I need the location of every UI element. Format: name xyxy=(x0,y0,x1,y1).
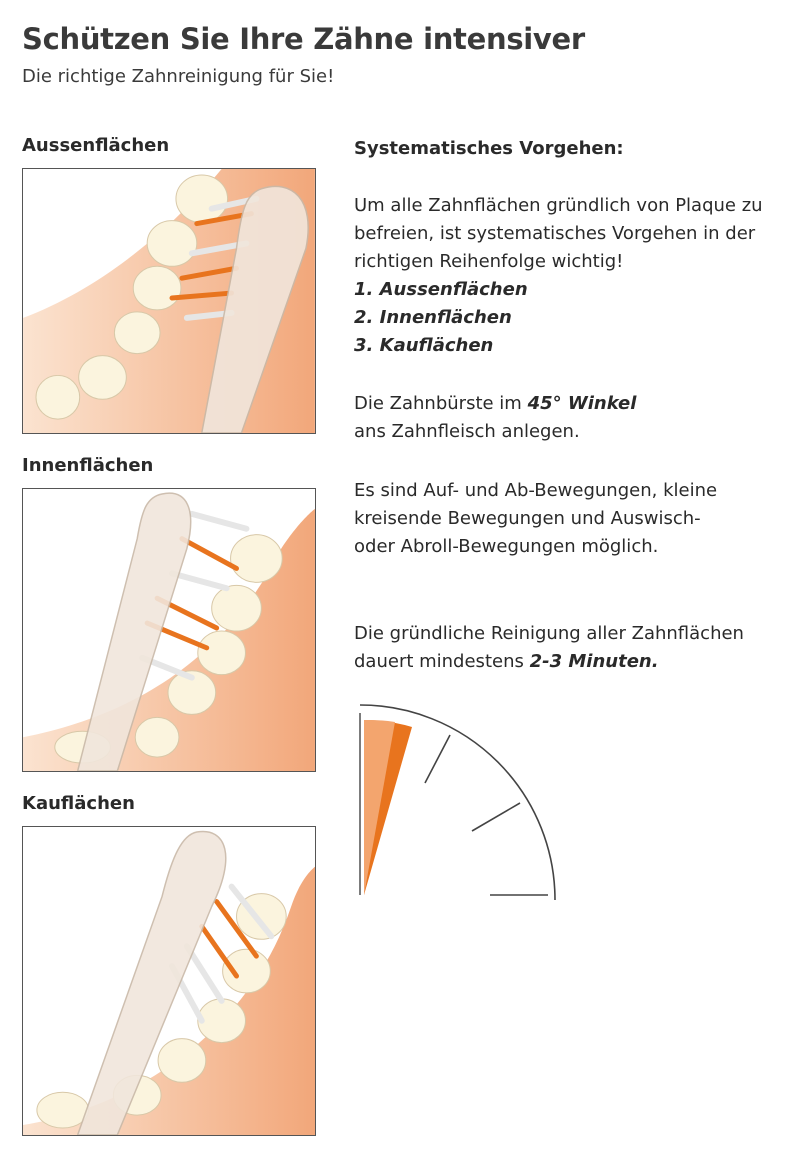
page-title: Schützen Sie Ihre Zähne intensiver xyxy=(22,22,585,56)
duration-text xyxy=(354,620,784,676)
angle-text-pre: Die Zahnbürste im xyxy=(354,393,528,414)
toothbrush-outer-icon xyxy=(23,169,315,433)
angle-text-post: ans Zahnfleisch anlegen. xyxy=(354,421,580,442)
duration-emphasis: 2-3 Minuten. xyxy=(529,651,659,672)
procedure-heading: Systematisches Vorgehen: xyxy=(354,138,624,159)
toothbrush-chewing-icon xyxy=(23,827,315,1135)
movements-text: Es sind Auf- und Ab-Bewegungen, kleine kreisende Bewegungen und Auswisch- oder Abroll-Bewegungen möglich. xyxy=(354,480,718,557)
toothbrush-inner-icon xyxy=(23,489,315,771)
section-label-kauflaechen: Kauflächen xyxy=(22,793,135,814)
timer-graphic xyxy=(350,695,565,905)
angle-text xyxy=(354,390,794,446)
step-1: 1. Aussenflächen xyxy=(354,279,528,300)
page-subtitle: Die richtige Zahnreinigung für Sie! xyxy=(22,66,335,87)
illustration-innenflaechen xyxy=(22,488,316,772)
section-label-innenflaechen: Innenflächen xyxy=(22,455,154,476)
illustration-aussenflaechen xyxy=(22,168,316,434)
step-2: 2. Innenflächen xyxy=(354,307,512,328)
illustration-kauflaechen xyxy=(22,826,316,1136)
angle-emphasis: 45° Winkel xyxy=(527,393,637,414)
step-3: 3. Kauflächen xyxy=(354,335,494,356)
duration-text-pre: Die gründliche Reinigung aller Zahnflächen dauert mindestens xyxy=(354,623,744,672)
procedure-text xyxy=(354,192,794,360)
intro-text: Um alle Zahnflächen gründlich von Plaque zu befreien, ist systematisches Vorgehen in der richtigen Reihenfolge wichtig! xyxy=(354,195,763,272)
section-label-aussenflaechen: Aussenflächen xyxy=(22,135,170,156)
timer-dial-icon xyxy=(350,695,565,905)
